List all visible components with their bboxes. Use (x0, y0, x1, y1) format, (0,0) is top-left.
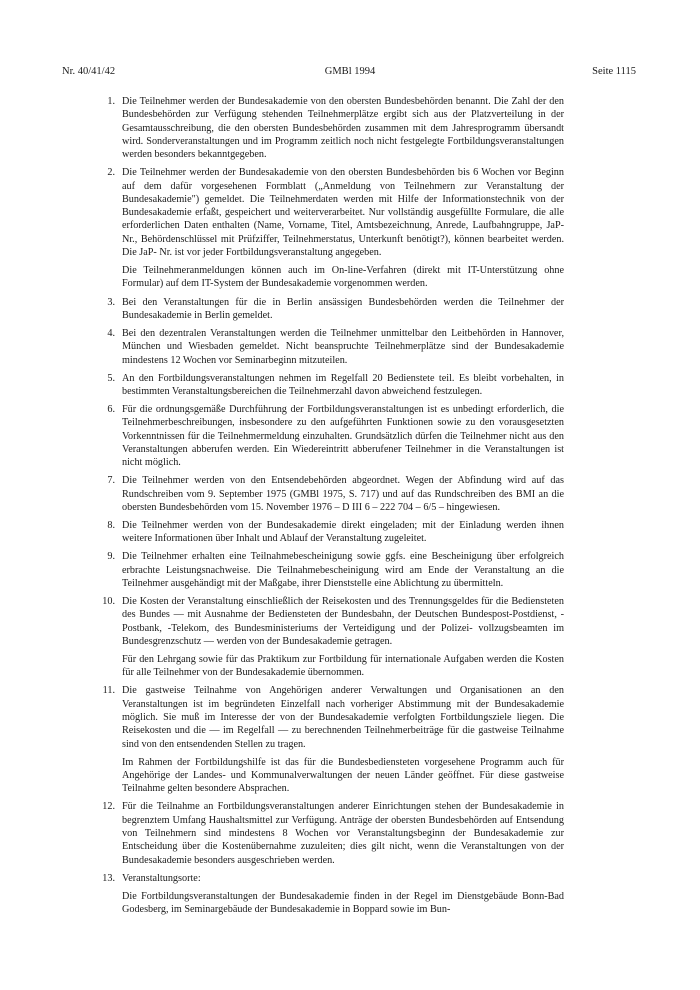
numbered-item (102, 872, 564, 917)
numbered-item (107, 474, 564, 514)
item-number: 6. (107, 404, 115, 416)
item-number: 12. (102, 801, 115, 813)
item-number: 2. (107, 167, 115, 179)
numbered-item (102, 800, 564, 866)
item-number: 3. (107, 296, 115, 308)
page-number: Seite 1115 (592, 66, 636, 77)
item-paragraph: Die Teilnehmer werden der Bundesakademie von den obersten Bundesbehörden benannt. Die Zahl der den Bundesbehörden zur Verfügung stehenden Teilnehmerplätze ergibt sich aus der Platzverteilung in der Gesamtausschreibung, die den obersten Bundesbehörden zusammen mit dem Jahresprogramm übersandt wird. Sonderveranstaltungen und im Programm zeitlich noch nicht festgelegte Fortbildungsveranstaltungen werden besonders bekanntgegeben. (122, 96, 564, 161)
item-number: 13. (102, 872, 115, 884)
numbered-item (107, 296, 564, 323)
item-number: 4. (107, 327, 115, 339)
numbered-item (107, 166, 564, 290)
numbered-item (107, 550, 564, 590)
item-paragraph: Für die Teilnahme an Fortbildungsveranstaltungen anderer Einrichtungen stehen der Bundesakademie in begrenztem Umfang Haushaltsmittel zur Verfügung. Anträge der obersten Bundesbehörden auf Entsendung von Teilnehmern sind mindestens 8 Wochen vor Veranstaltungsbeginn der Bundesakademie zur Entscheidung über die Kostenübernahme zuzuleiten; dies gilt nicht, wenn die Veranstaltungen von der Bundesakademie besonders ausgeschrieben werden. (122, 801, 564, 866)
item-paragraph: Für den Lehrgang sowie für das Praktikum zur Fortbildung für internationale Aufgaben werden die Kosten für alle Teilnehmer von der Bundesakademie übernommen. (122, 654, 564, 679)
item-number: 8. (107, 519, 115, 531)
item-number: 11. (102, 685, 115, 697)
item-paragraph: Die Fortbildungsveranstaltungen der Bundesakademie finden in der Regel im Dienstgebäude Bonn-Bad Godesberg, im Seminargebäude der Bundesakademie in Boppard sowie im Bun- (122, 890, 564, 916)
item-paragraph: Die Teilnehmeranmeldungen können auch im On-line-Verfahren (direkt mit IT-Unterstützung ohne Formular) auf dem IT-System der Bundesakademie vorgenommen werden. (122, 265, 564, 290)
item-paragraph: Die gastweise Teilnahme von Angehörigen anderer Verwaltungen und Organisationen an den Veranstaltungen ist im begründeten Einzelfall nach vorheriger Abstimmung mit der Bundesakademie möglich. Sie muß im Interesse der von der Bundesakademie verfolgten Fortbildungsziele liegen. Die Reisekosten und die — im Regelfall — zu berechnenden Teilnehmerbeiträge für die gastweise Teilnahme sind von den entsendenden Stellen zu tragen. (122, 685, 564, 750)
numbered-item (107, 403, 564, 469)
item-number: 1. (107, 96, 115, 107)
item-paragraph: Bei den Veranstaltungen für die in Berlin ansässigen Bundesbehörden werden die Teilnehmer der Bundesakademie in Berlin gemeldet. (122, 296, 564, 321)
item-number: 7. (107, 475, 115, 487)
item-paragraph: Die Kosten der Veranstaltung einschließlich der Reisekosten und des Trennungsgeldes für die Bediensteten des Bundes — mit Ausnahme der Bediensteten der Bundesbahn, der Deutschen Bundespost-Postdienst, -Postbank, -Telekom, des Bundesministeriums der Verteidigung und der Polizei- vollzugsbeamten im Bundesgrenzschutz — werden von der Bundesakademie getragen. (122, 596, 564, 647)
item-paragraph: Die Teilnehmer erhalten eine Teilnahmebescheinigung sowie ggfs. eine Bescheinigung über erfolgreich erbrachte Leistungsnachweise. Die Teilnahmebescheinigung wird am Ende der Veranstaltung an die Teilnehmer ausgehändigt mit der Maßgabe, ihrer Dienststelle eine Ablichtung zu übermitteln. (122, 551, 564, 589)
item-paragraph: Die Teilnehmer werden von der Bundesakademie direkt eingeladen; mit der Einladung werden ihnen weitere Informationen über Inhalt und Ablauf der Veranstaltung zugeleitet. (122, 519, 564, 545)
numbered-item (107, 519, 564, 546)
numbered-item (107, 327, 564, 367)
numbered-item (102, 595, 564, 680)
item-paragraph: Im Rahmen der Fortbildungshilfe ist das für die Bundesbediensteten vorgesehene Programm auch für Angehörige der Landes- und Kommunalverwaltungen der neuen Länder geöffnet. Für diese gastweise Teilnahme gelten besondere Absprachen. (122, 756, 564, 795)
numbered-item (102, 684, 564, 795)
item-paragraph: Für die ordnungsgemäße Durchführung der Fortbildungsveranstaltungen ist es unbedingt erforderlich, die Teilnehmerbeschreibungen, insbesondere zu den aufgeführten Funktionen sowie zu den vorausgesetzten Vorkenntnissen für die Teilnehmermeldung einzuhalten. Grundsätzlich dürfen die Teilnehmer nicht aus den Veranstaltungen abberufen werden. Ein Wiedereintritt abberufener Teilnehmer in die Veranstaltungen ist nicht möglich. (122, 404, 564, 469)
publication-title: GMBl 1994 (324, 66, 376, 77)
item-number: 5. (107, 372, 115, 384)
item-paragraph: Veranstaltungsorte: (122, 872, 201, 884)
item-number: 10. (102, 596, 115, 608)
item-number: 9. (107, 551, 115, 563)
issue-number: Nr. 40/41/42 (62, 66, 116, 77)
item-paragraph: An den Fortbildungsveranstaltungen nehmen im Regelfall 20 Bedienstete teil. Es bleibt vorbehalten, in bestimmten Veranstaltungsbereichen die Teilnehmerzahl davon abweichend festzulegen. (122, 372, 564, 397)
item-paragraph: Die Teilnehmer werden von den Entsendebehörden abgeordnet. Wegen der Abfindung wird auf das Rundschreiben vom 9. September 1975 (GMBl 1975, S. 717) und auf das Rundschreiben des BMI an die obersten Bundesbehörden vom 15. November 1976 – D III 6 – 222 704 – 6/5 – hingewiesen. (122, 475, 564, 513)
item-paragraph: Die Teilnehmer werden der Bundesakademie von den obersten Bundesbehörden bis 6 Wochen vor Beginn auf dem dafür vorgesehenen Formblatt („Anmeldung von Teilnehmern zur Veranstaltung der Bundesakademie") gemeldet. Die Teilnehmerdaten werden mit Hilfe der Informationstechnik von der Bundesakademie erfaßt, gespeichert und weiterverarbeitet. Nur vollständig ausgefüllte Formulare, die alle erforderlichen Daten enthalten (Name, Vorname, Titel, Amtsbezeichnung, Anrede, Laufbahngruppe, JaP-Nr., Behördenschlüssel mit Prüfziffer, Teilnehmerstatus, Unterkunft benötigt?), können bearbeitet werden. Die JaP- Nr. ist vor jeder Fortbildungsveranstaltung angegeben. (122, 167, 564, 259)
item-paragraph: Bei den dezentralen Veranstaltungen werden die Teilnehmer unmittelbar den Leitbehörden in Hannover, München und Wiesbaden gemeldet. Nicht beanspruchte Teilnehmerplätze sind der Bundesakademie mindestens 12 Wochen vor Seminarbeginn mitzuteilen. (122, 327, 564, 366)
numbered-item (107, 95, 564, 161)
numbered-item (107, 372, 564, 399)
document-body (102, 95, 564, 921)
